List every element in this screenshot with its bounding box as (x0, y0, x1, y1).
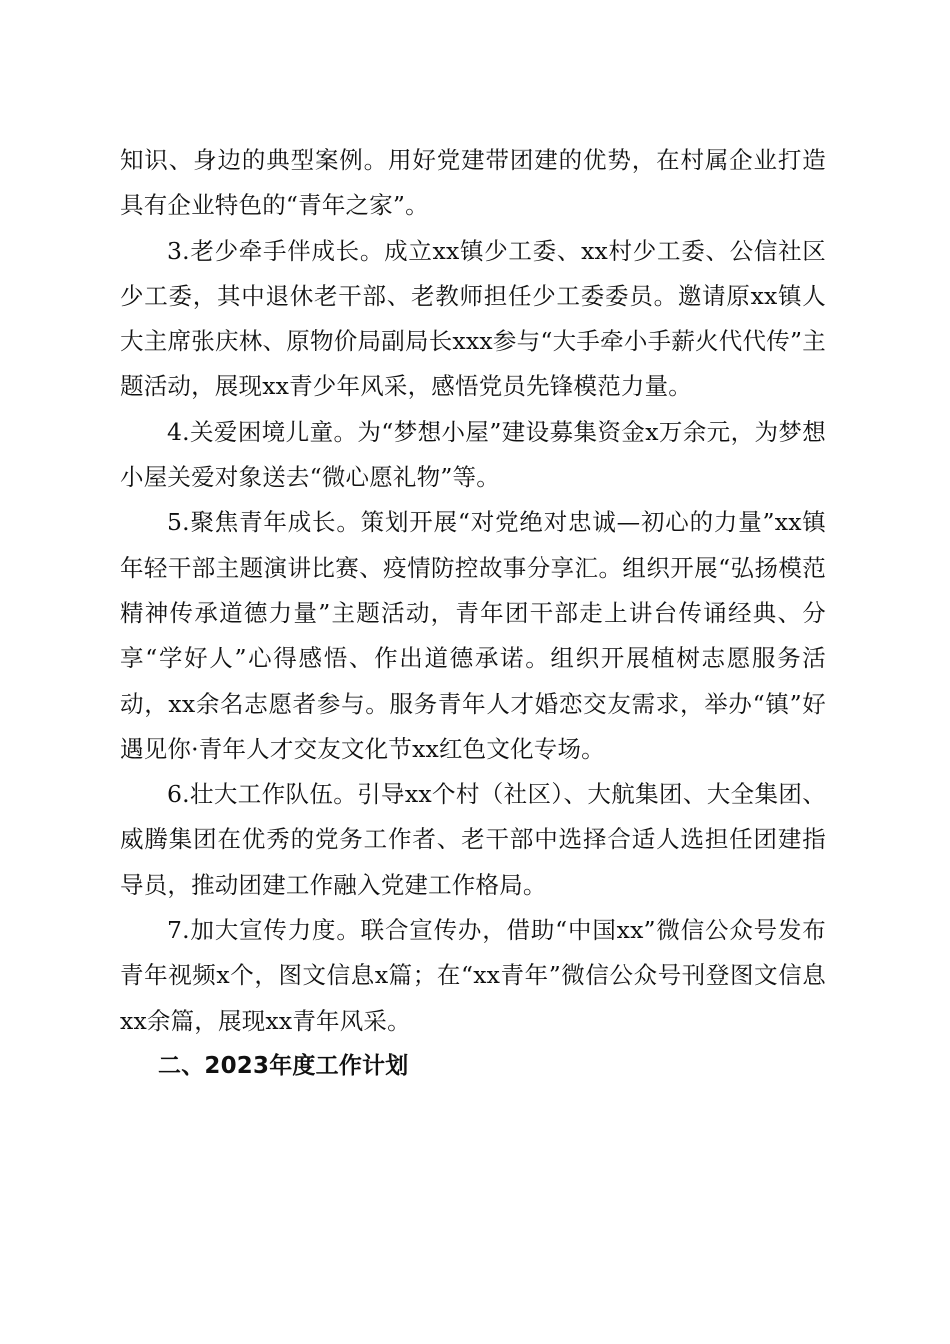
document-body (120, 138, 826, 1089)
paragraph-item-6: 6.壮大工作队伍。引导xx个村（社区）、大航集团、大全集团、威腾集团在优秀的党务工作者、老干部中选择合适人选担任团建指导员，推动团建工作融入党建工作格局。 (120, 780, 826, 899)
section-heading: 二、2023年度工作计划 (158, 1052, 409, 1079)
paragraph-item-3: 3.老少牵手伴成长。成立xx镇少工委、xx村少工委、公信社区少工委，其中退休老干部、老教师担任少工委委员。邀请原xx镇人大主席张庆林、原物价局副局长xxx参与“大手牵小手薪火代代传”主题活动，展现xx青少年风采，感悟党员先锋模范力量。 (120, 236, 826, 401)
paragraph-item-5: 5.聚焦青年成长。策划开展“对党绝对忠诚—初心的力量”xx镇年轻干部主题演讲比赛、疫情防控故事分享汇。组织开展“弘扬模范精神传承道德力量”主题活动，青年团干部走上讲台传诵经典、分享“学好人”心得感悟、作出道德承诺。组织开展植树志愿服务活动，xx余名志愿者参与。服务青年人才婚恋交友需求，举办“镇”好遇见你·青年人才交友文化节xx红色文化专场。 (120, 508, 826, 763)
paragraph-continuation: 知识、身边的典型案例。用好党建带团建的优势，在村属企业打造具有企业特色的“青年之家”。 (120, 146, 826, 220)
paragraph-item-4: 4.关爱困境儿童。为“梦想小屋”建设募集资金x万余元，为梦想小屋关爱对象送去“微心愿礼物”等。 (120, 417, 826, 492)
paragraph-item-7: 7.加大宣传力度。联合宣传办，借助“中国xx”微信公众号发布青年视频x个，图文信息x篇；在“xx青年”微信公众号刊登图文信息xx余篇，展现xx青年风采。 (120, 916, 826, 1035)
